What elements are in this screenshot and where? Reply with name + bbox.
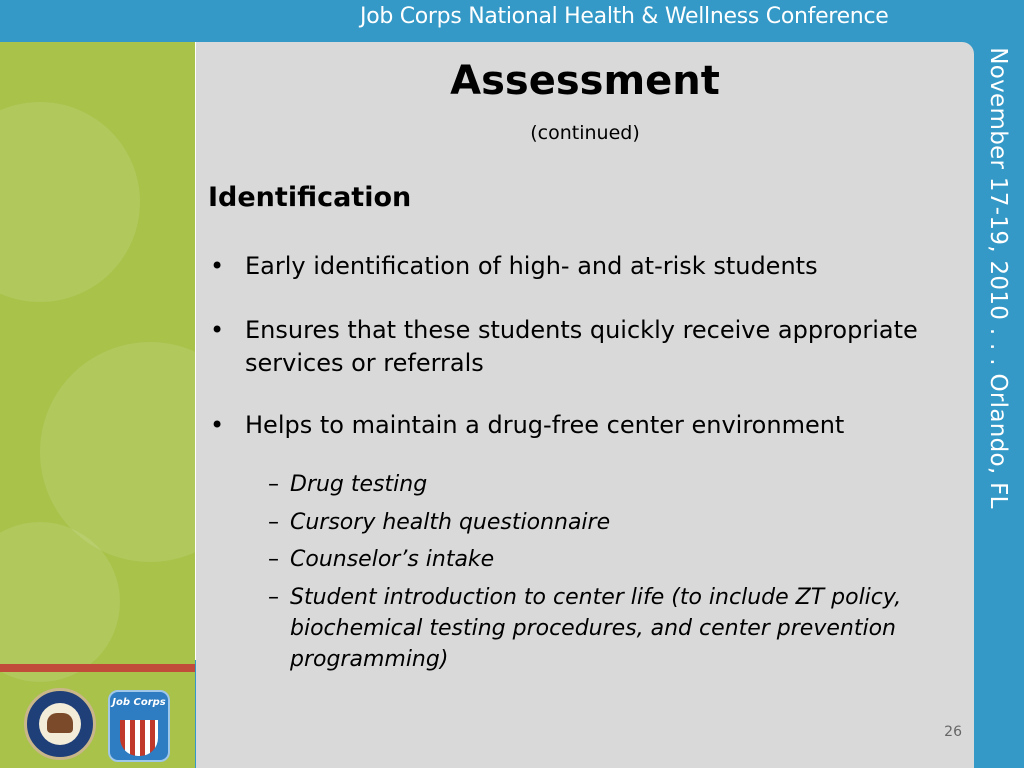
sub-bullet-item [268, 507, 948, 538]
left-decorative-panel [0, 42, 195, 768]
bullet-icon: • [210, 316, 225, 344]
sub-bullet-text: Cursory health questionnaire [290, 510, 611, 535]
dash-icon: – [268, 585, 279, 610]
dash-icon: – [268, 547, 279, 572]
sub-bullet-text: Student introduction to center life (to include ZT policy, biochemical testing procedures, and center prevention programming) [290, 585, 902, 672]
red-divider-stripe [0, 664, 195, 672]
slide-title: Assessment [450, 58, 720, 104]
sub-bullet-text: Counselor’s intake [290, 547, 495, 572]
bullet-item [210, 250, 950, 283]
sub-bullet-text: Drug testing [290, 472, 428, 497]
bullet-icon: • [210, 411, 225, 439]
dash-icon: – [268, 510, 279, 535]
bullet-item [210, 409, 950, 442]
bullet-text: Early identification of high- and at-risk students [245, 252, 818, 280]
sub-bullet-item [268, 544, 948, 575]
job-corps-logo-icon [108, 690, 170, 762]
department-of-labor-seal-icon [24, 688, 96, 760]
conference-title: Job Corps National Health & Wellness Conference [360, 4, 889, 29]
slide-content [196, 42, 974, 768]
sub-bullet-item [268, 582, 948, 675]
bullet-icon: • [210, 252, 225, 280]
section-heading: Identification [208, 182, 412, 213]
sub-bullet-item [268, 469, 948, 500]
conference-date-location: November 17-19, 2010 . . . Orlando, FL [985, 47, 1011, 509]
bullet-item [210, 314, 950, 380]
page-number: 26 [944, 724, 962, 740]
bullet-text: Helps to maintain a drug-free center environment [245, 411, 845, 439]
top-banner [0, 0, 1024, 42]
bullet-text: Ensures that these students quickly receive appropriate services or referrals [245, 316, 918, 377]
dash-icon: – [268, 472, 279, 497]
slide-subtitle: (continued) [530, 122, 640, 144]
job-corps-logo-text: Job Corps [112, 697, 166, 708]
